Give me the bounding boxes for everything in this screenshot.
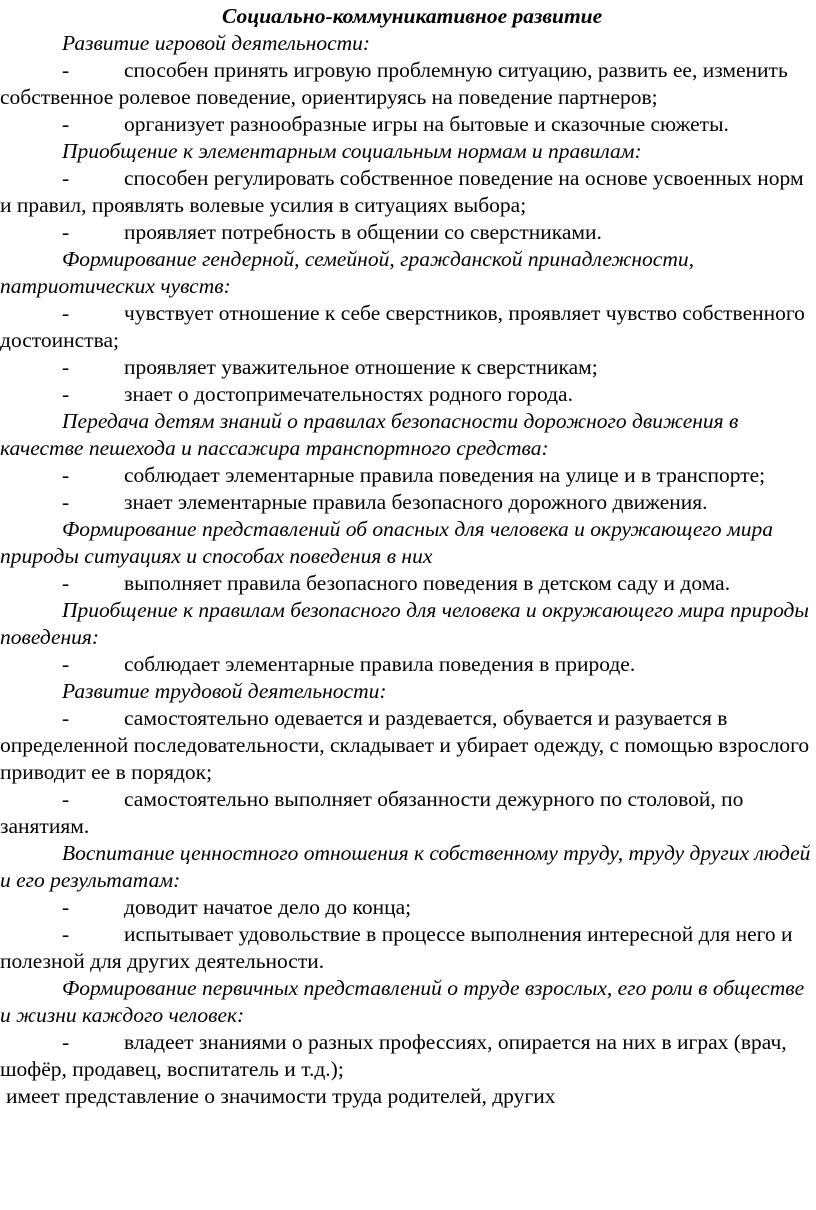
list-item: [0, 300, 816, 354]
list-item-text: соблюдает элементарные правила поведения в природе.: [124, 652, 636, 676]
list-item-text: выполняет правила безопасного поведения в детском саду и дома.: [124, 571, 731, 595]
dash-marker: -: [62, 301, 70, 325]
document-body: [0, 30, 816, 1110]
section-heading: Развитие игровой деятельности:: [62, 31, 371, 55]
list-item: [0, 381, 816, 408]
list-item-text: соблюдает элементарные правила поведения на улице и в транспорте;: [124, 463, 766, 487]
dash-marker: -: [62, 571, 70, 595]
list-item: [0, 219, 816, 246]
dash-marker: -: [62, 922, 70, 946]
list-item-text: чувствует отношение к себе сверстников, проявляет чувство собственного достоинства;: [0, 301, 805, 352]
dash-marker: -: [62, 652, 70, 676]
dash-marker: -: [62, 220, 70, 244]
dash-marker: -: [62, 463, 70, 487]
list-item: [0, 1029, 816, 1083]
section-heading: Воспитание ценностного отношения к собственному труду, труду других людей и его результатам:: [0, 841, 811, 892]
list-item: [0, 651, 816, 678]
list-item: [0, 462, 816, 489]
section-heading: Приобщение к элементарным социальным нормам и правилам:: [62, 139, 642, 163]
dash-marker: -: [62, 355, 70, 379]
section-heading: Приобщение к правилам безопасного для человека и окружающего мира природы поведения:: [0, 598, 809, 649]
dash-marker: -: [62, 58, 70, 82]
dash-marker: -: [62, 490, 70, 514]
list-item: [0, 165, 816, 219]
dash-marker: -: [62, 382, 70, 406]
list-item-text: знает о достопримечательностях родного города.: [124, 382, 573, 406]
section-heading: Формирование первичных представлений о труде взрослых, его роли в обществе и жизни каждого человек:: [0, 976, 805, 1027]
list-item-text: испытывает удовольствие в процессе выполнения интересной для него и полезной для других деятельности.: [0, 922, 793, 973]
list-item: [0, 570, 816, 597]
list-item: [0, 894, 816, 921]
list-item-text: знает элементарные правила безопасного дорожного движения.: [124, 490, 708, 514]
dash-marker: -: [62, 706, 70, 730]
list-item: [0, 111, 816, 138]
list-item-text: способен принять игровую проблемную ситуацию, развить ее, изменить собственное ролевое поведение, ориентируясь на поведение партнеров;: [0, 58, 788, 109]
list-item-text: проявляет потребность в общении со сверстниками.: [124, 220, 602, 244]
dash-marker: -: [62, 166, 70, 190]
section-heading: Передача детям знаний о правилах безопасности дорожного движения в качестве пешехода и пассажира транспортного средства:: [0, 409, 739, 460]
list-item-text: проявляет уважительное отношение к сверстникам;: [124, 355, 598, 379]
dash-marker: -: [62, 1030, 70, 1054]
dash-marker: -: [62, 895, 70, 919]
list-item: [0, 354, 816, 381]
dash-marker: -: [62, 112, 70, 136]
list-item-text: самостоятельно одевается и раздевается, обувается и разувается в определенной последовательности, складывает и убирает одежду, с помощью взрослого приводит ее в порядок;: [0, 706, 810, 784]
document-title: Социально-коммуникативное развитие: [222, 4, 603, 28]
list-item: [0, 786, 816, 840]
section-heading: Развитие трудовой деятельности:: [62, 679, 387, 703]
list-item: [0, 705, 816, 786]
paragraph: имеет представление о значимости труда родителей, других: [6, 1084, 556, 1108]
section-heading: Формирование гендерной, семейной, гражданской принадлежности, патриотических чувств:: [0, 247, 695, 298]
list-item-text: владеет знаниями о разных профессиях, опирается на них в играх (врач, шофёр, продавец, воспитатель и т.д.);: [0, 1030, 787, 1081]
list-item-text: организует разнообразные игры на бытовые и сказочные сюжеты.: [124, 112, 729, 136]
list-item: [0, 489, 816, 516]
section-heading: Формирование представлений об опасных для человека и окружающего мира природы ситуациях и способах поведения в них: [0, 517, 773, 568]
list-item-text: доводит начатое дело до конца;: [124, 895, 412, 919]
list-item: [0, 921, 816, 975]
dash-marker: -: [62, 787, 70, 811]
list-item-text: самостоятельно выполняет обязанности дежурного по столовой, по занятиям.: [0, 787, 744, 838]
list-item-text: способен регулировать собственное поведение на основе усвоенных норм и правил, проявлять волевые усилия в ситуациях выбора;: [0, 166, 804, 217]
list-item: [0, 57, 816, 111]
